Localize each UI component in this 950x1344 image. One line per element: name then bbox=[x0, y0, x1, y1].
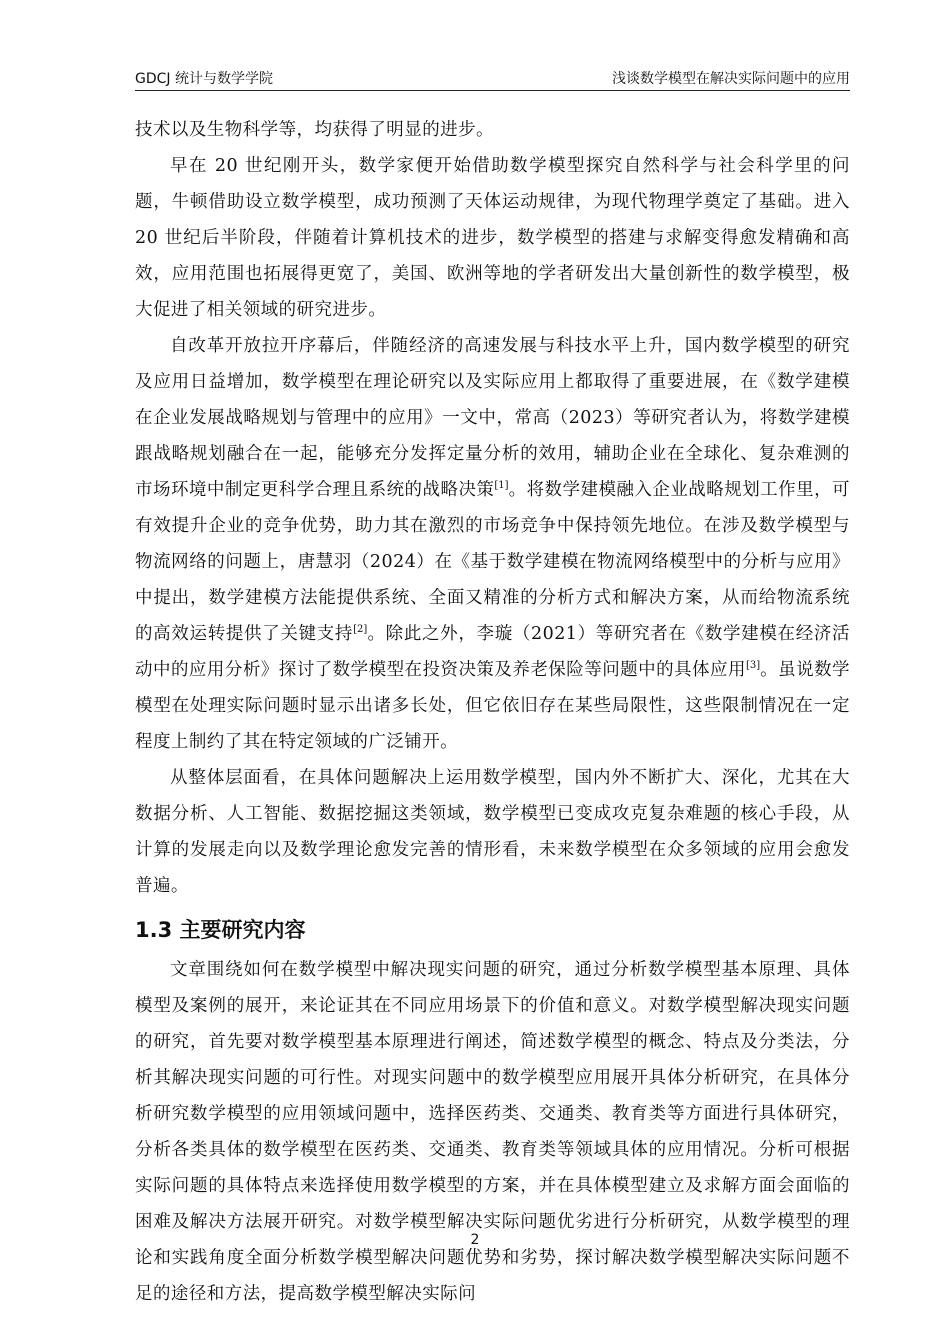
citation-3: [3] bbox=[745, 660, 761, 672]
running-header bbox=[135, 66, 850, 91]
section-heading: 1.3 主要研究内容 bbox=[135, 918, 306, 942]
page-number: 2 bbox=[470, 1232, 480, 1248]
paragraph-domestic-part-d: 。虽说数学模型在处理实际问题时显示出诸多长处，但它依旧存在某些局限性，这些限制情况在一定程度上制约了其在特定领域的广泛铺开。 bbox=[135, 660, 850, 752]
paragraph-domestic-part-a: 自改革开放拉开序幕后，伴随经济的高速发展与科技水平上升，国内数学模型的研究及应用日益增加，数学模型在理论研究以及实际应用上都取得了重要进展，在《数学建模在企业发展战略规划与管理中的应用》一文中，常高（2023）等研究者认为，将数学建模跟战略规划融合在一起，能够充分发挥定量分析的效用，辅助企业在全球化、复杂难测的市场环境中制定更科学合理且系统的战略决策 bbox=[135, 336, 850, 500]
paragraph-research-content: 文章围绕如何在数学模型中解决现实问题的研究，通过分析数学模型基本原理、具体模型及案例的展开，来论证其在不同应用场景下的价值和意义。对数学模型解决现实问题的研究，首先要对数学模型基本原理进行阐述，简述数学模型的概念、特点及分类法，分析其解决现实问题的可行性。对现实问题中的数学模型应用展开具体分析研究，在具体分析研究数学模型的应用领域问题中，选择医药类、交通类、教育类等方面进行具体研究，分析各类具体的数学模型在医药类、交通类、教育类等领域具体的应用情况。分析可根据实际问题的具体特点来选择使用数学模型的方案，并在具体模型建立及求解方面会面临的困难及解决方法展开研究。对数学模型解决实际问题优劣进行分析研究，从数学模型的理论和实践角度全面分析数学模型解决问题优势和劣势，探讨解决数学模型解决实际问题不足的途径和方法，提高数学模型解决实际问 bbox=[135, 960, 850, 1304]
header-institution: GDCJ 统计与数学学院 bbox=[135, 71, 273, 87]
paragraph-domestic-research bbox=[135, 328, 850, 760]
paragraph-overview: 从整体层面看，在具体问题解决上运用数学模型，国内外不断扩大、深化，尤其在大数据分析、人工智能、数据挖掘这类领域，数学模型已变成攻克复杂难题的核心手段，从计算的发展走向以及数学理论愈发完善的情形看，未来数学模型在众多领域的应用会愈发普遍。 bbox=[135, 768, 850, 896]
header-paper-title: 浅谈数学模型在解决实际问题中的应用 bbox=[612, 71, 850, 87]
paragraph-history: 早在 20 世纪刚开头，数学家便开始借助数学模型探究自然科学与社会科学里的问题，牛顿借助设立数学模型，成功预测了天体运动规律，为现代物理学奠定了基础。进入 20 世纪后半阶段，伴随着计算机技术的进步，数学模型的搭建与求解变得愈发精确和高效，应用范围也拓展得更宽了，美国、欧洲等地的学者研发出大量创新性的数学模型，极大促进了相关领域的研究进步。 bbox=[135, 156, 850, 320]
paragraph-domestic-part-c: 。除此之外，李璇（2021）等研究者在《数学建模在经济活动中的应用分析》探讨了数学模型在投资决策及养老保险等问题中的具体应用 bbox=[135, 624, 850, 680]
paragraph-domestic-part-b: 。将数学建模融入企业战略规划工作里，可有效提升企业的竞争优势，助力其在激烈的市场竞争中保持领先地位。在涉及数学模型与物流网络的问题上，唐慧羽（2024）在《基于数学建模在物流网络模型中的分析与应用》中提出，数学建模方法能提供系统、全面又精准的分析方式和解决方案，从而给物流系统的高效运转提供了关键支持 bbox=[135, 480, 850, 644]
body-text bbox=[135, 112, 850, 1312]
citation-1: [1] bbox=[494, 480, 509, 492]
citation-2: [2] bbox=[353, 624, 368, 636]
paragraph-continuation: 技术以及生物科学等，均获得了明显的进步。 bbox=[135, 120, 494, 140]
